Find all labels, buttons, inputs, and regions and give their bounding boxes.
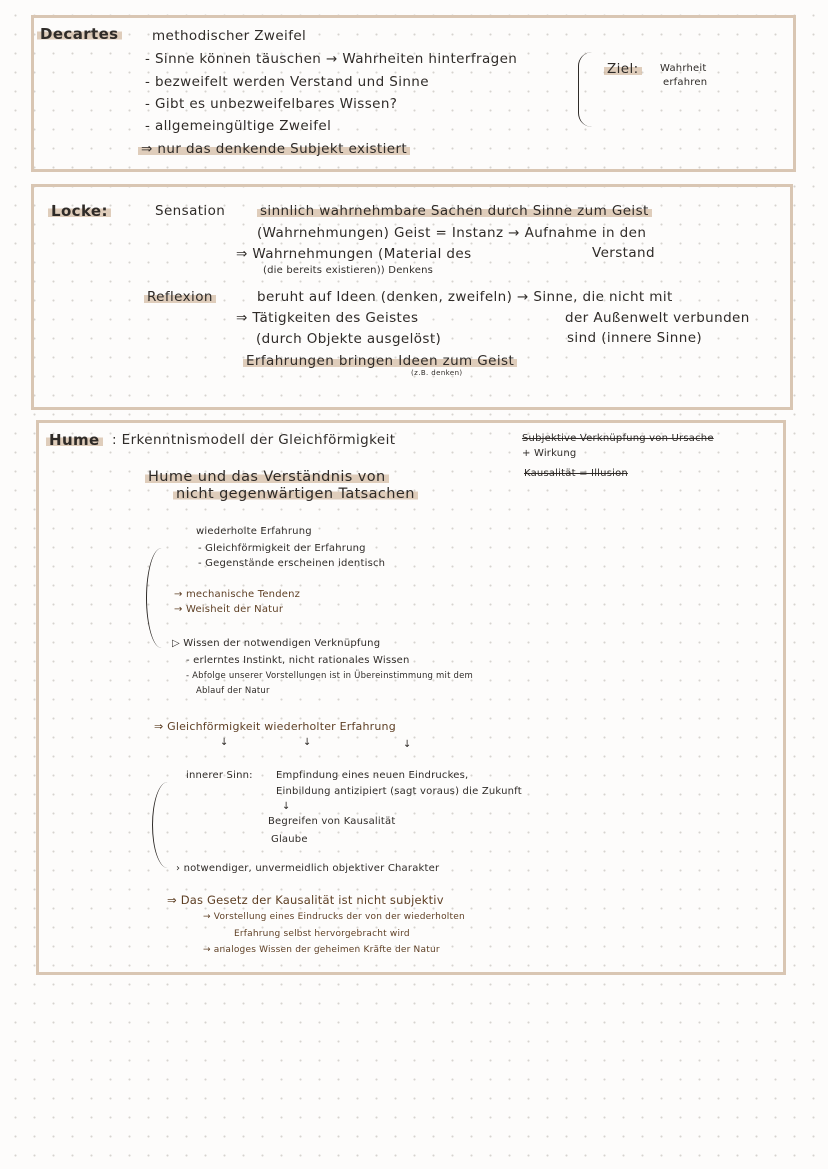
- descartes-goal-label: Ziel:: [604, 63, 642, 77]
- hume-uniform-arrow: ↓: [303, 737, 312, 748]
- hume-uniform-arrow: ↓: [403, 739, 412, 750]
- hume-knowledge-line: - Abfolge unserer Vorstellungen ist in Übereinstimmung mit dem: [186, 671, 474, 681]
- hume-side-line: Kausalität = Illusion: [524, 468, 628, 479]
- hume-uniform-arrow: ↓: [220, 737, 229, 748]
- locke-example: (z.B. denken): [411, 369, 463, 377]
- hume-repeat-line: - Gleichförmigkeit der Erfahrung: [198, 543, 366, 554]
- locke-sensation-line: Verstand: [592, 245, 655, 261]
- locke-reflexion-label: Reflexion: [144, 291, 216, 305]
- hume-knowledge-line: Ablauf der Natur: [196, 686, 270, 696]
- hume-name: Hume: [46, 433, 103, 448]
- hume-law-sub-line: → Vorstellung eines Eindrucks der von der wiederholten: [203, 912, 465, 922]
- locke-sensation-label: Sensation: [155, 203, 226, 219]
- descartes-line: - bezweifelt werden Verstand und Sinne: [145, 74, 429, 90]
- hume-tendency-line: → mechanische Tendenz: [174, 589, 301, 600]
- hume-connector-curve: [146, 548, 177, 648]
- hume-knowledge-line: - erlerntes Instinkt, nicht rationales Wissen: [186, 655, 410, 666]
- hume-inner-line: Empfindung eines neuen Eindruckes,: [276, 770, 469, 781]
- descartes-goal-text: Wahrheit: [660, 63, 707, 74]
- descartes-goal-text: erfahren: [663, 77, 708, 88]
- locke-reflexion-line: (durch Objekte ausgelöst): [256, 331, 442, 347]
- descartes-line: - Sinne können täuschen → Wahrheiten hinterfragen: [145, 51, 518, 67]
- hume-connector-curve: [152, 782, 183, 868]
- descartes-name: Decartes: [37, 27, 122, 42]
- locke-reflexion-line: ⇒ Tätigkeiten des Geistes: [236, 310, 419, 326]
- locke-reflexion-line: der Außenwelt verbunden: [565, 310, 750, 326]
- locke-sensation-line: (die bereits existieren)) Denkens: [263, 265, 434, 276]
- descartes-line: - Gibt es unbezweifelbares Wissen?: [145, 96, 398, 112]
- locke-name: Locke:: [48, 204, 111, 219]
- hume-title: : Erkenntnismodell der Gleichförmigkeit: [112, 432, 396, 448]
- hume-inner-label: innerer Sinn:: [186, 770, 253, 781]
- hume-law-sub-line: → analoges Wissen der geheimen Kräfte der Natur: [203, 945, 440, 955]
- hume-side-line: + Wirkung: [522, 448, 577, 459]
- hume-box: [36, 420, 786, 975]
- hume-inner-line: Einbildung antizipiert (sagt voraus) die Zukunft: [276, 786, 522, 797]
- hume-repeat-line: - Gegenstände erscheinen identisch: [198, 558, 386, 569]
- hume-causality-line: Glaube: [271, 834, 308, 845]
- descartes-line: - allgemeingültige Zweifel: [145, 118, 332, 134]
- hume-heading: Hume und das Verständnis von: [145, 470, 389, 485]
- locke-reflexion-line: sind (innere Sinne): [567, 330, 703, 346]
- hume-repeat-title: wiederholte Erfahrung: [196, 526, 312, 537]
- hume-heading: nicht gegenwärtigen Tatsachen: [173, 487, 418, 502]
- hume-knowledge-title: ▷ Wissen der notwendigen Verknüpfung: [172, 638, 381, 649]
- hume-law-sub-line: Erfahrung selbst hervorgebracht wird: [234, 929, 410, 939]
- locke-sensation-line: sinnlich wahrnehmbare Sachen durch Sinne zum Geist: [257, 205, 652, 219]
- locke-reflexion-line: beruht auf Ideen (denken, zweifeln) → Sinne, die nicht mit: [257, 289, 673, 305]
- descartes-conclusion: ⇒ nur das denkende Subjekt existiert: [138, 143, 410, 157]
- hume-necessary-line: › notwendiger, unvermeidlich objektiver Charakter: [176, 863, 440, 874]
- hume-uniform-line: ⇒ Gleichförmigkeit wiederholter Erfahrung: [154, 720, 396, 733]
- hume-causality-line: Begreifen von Kausalität: [268, 816, 396, 827]
- locke-sensation-line: (Wahrnehmungen) Geist = Instanz → Aufnahme in den: [257, 225, 647, 241]
- hume-causality-arrow: ↓: [282, 801, 291, 812]
- descartes-brace: [578, 52, 593, 127]
- hume-tendency-line: → Weisheit der Natur: [174, 604, 284, 615]
- descartes-subtitle: methodischer Zweifel: [152, 28, 307, 44]
- locke-experience: Erfahrungen bringen Ideen zum Geist: [243, 355, 517, 369]
- locke-sensation-line: ⇒ Wahrnehmungen (Material des: [236, 246, 472, 262]
- hume-law-line: ⇒ Das Gesetz der Kausalität ist nicht subjektiv: [167, 893, 444, 907]
- hume-side-line: Subjektive Verknüpfung von Ursache: [522, 433, 714, 444]
